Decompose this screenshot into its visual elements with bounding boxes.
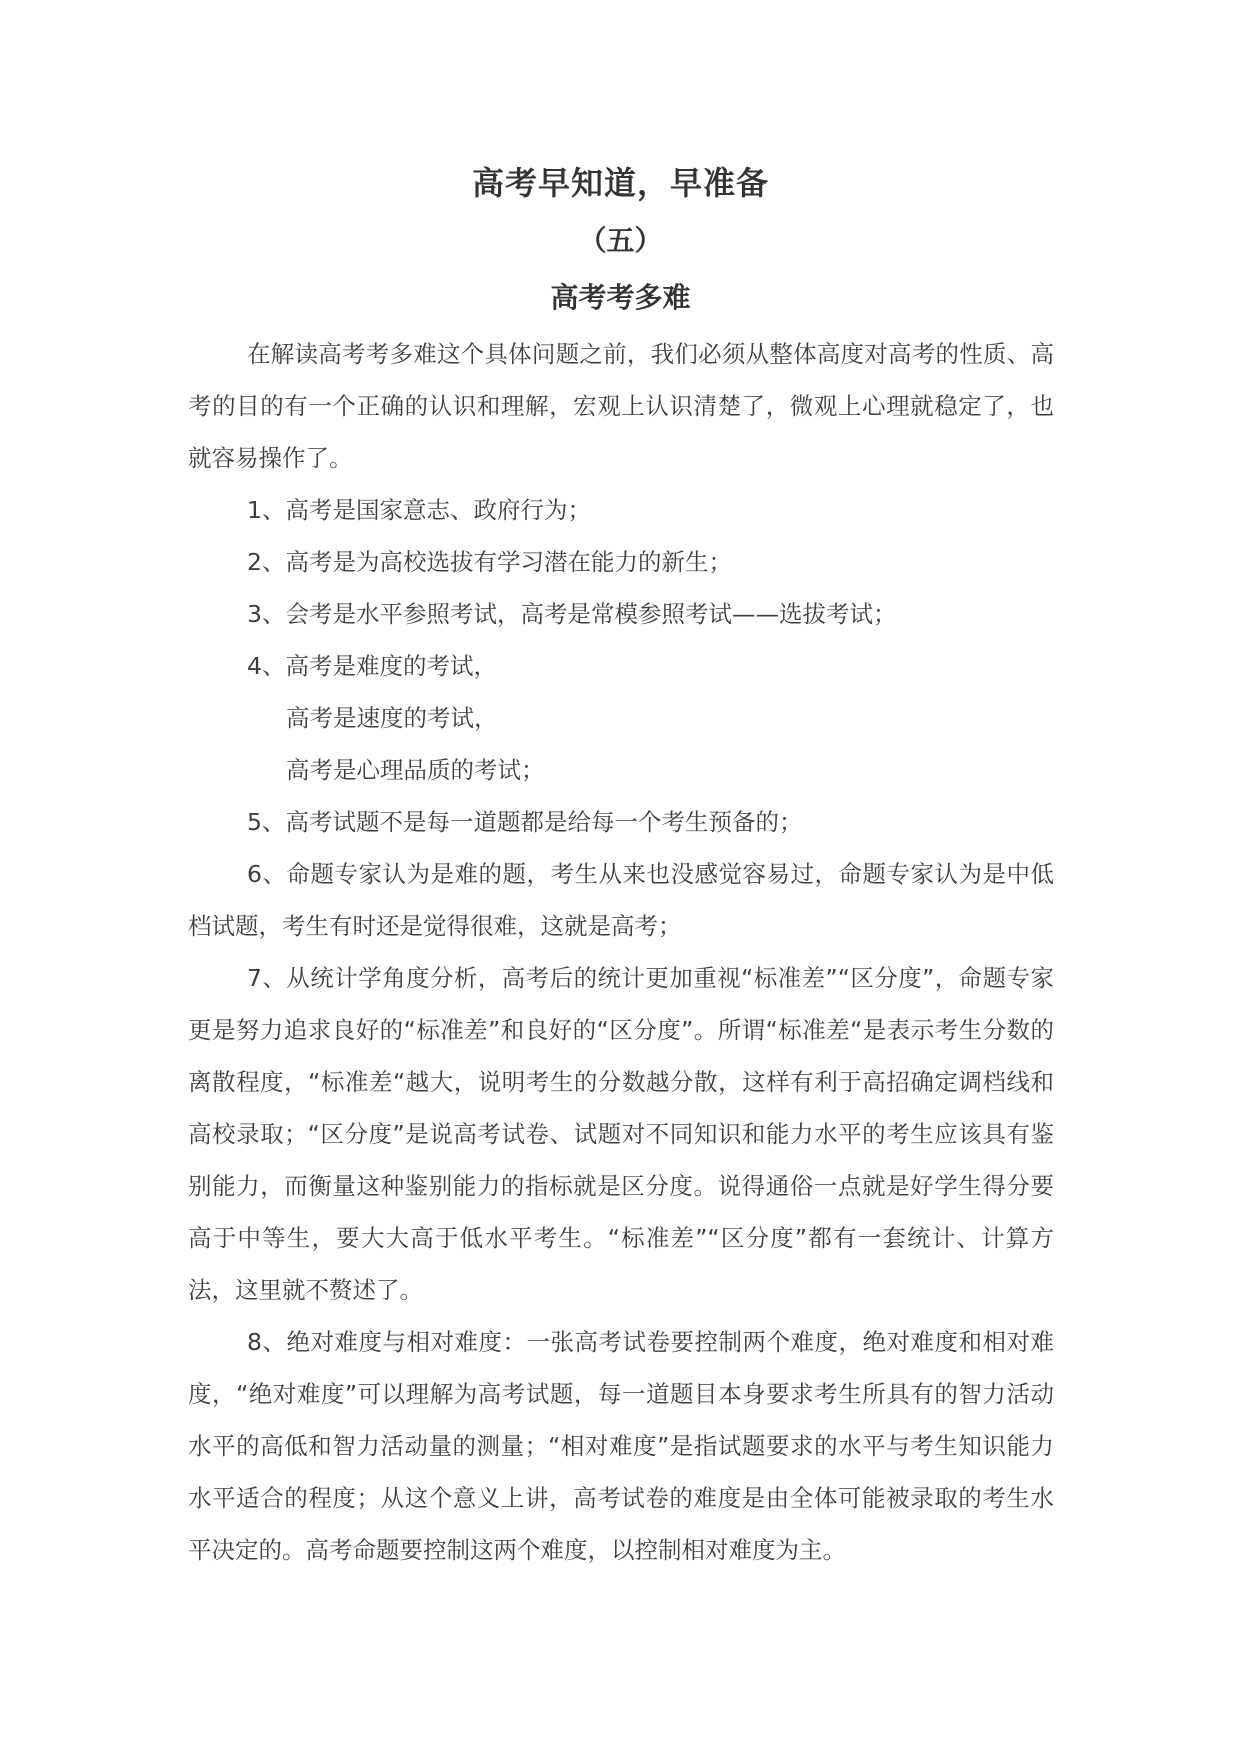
point-1: 1、高考是国家意志、政府行为； <box>247 496 591 524</box>
point-4: 4、高考是难度的考试， <box>247 652 497 680</box>
document-subtitle: （五） <box>578 224 663 257</box>
point-3: 3、会考是水平参照考试，高考是常模参照考试——选拔考试； <box>247 600 897 628</box>
document-title: 高考早知道，早准备 <box>471 164 769 202</box>
point-5: 5、高考试题不是每一道题都是给每一个考生预备的； <box>247 808 803 836</box>
point-8: 8、绝对难度与相对难度：一张高考试卷要控制两个难度，绝对难度和相对难度，“绝对难度”可以理解为高考试题，每一道题目本身要求考生所具有的智力活动水平的高低和智力活动量的测量；“相对难度”是指试题要求的水平与考生知识能力水平适合的程度；从这个意义上讲，高考试卷的难度是由全体可能被录取的考生水平决定的。高考命题要控制这两个难度，以控制相对难度为主。 <box>188 1328 1054 1564</box>
section-heading: 高考考多难 <box>550 281 691 314</box>
point-7: 7、从统计学角度分析，高考后的统计更加重视“标准差”“区分度”，命题专家更是努力追求良好的“标准差”和良好的“区分度”。所谓“标准差“是表示考生分数的离散程度，“标准差“越大，说明考生的分数越分散，这样有利于高招确定调档线和高校录取；“区分度”是说高考试卷、试题对不同知识和能力水平的考生应该具有鉴别能力，而衡量这种鉴别能力的指标就是区分度。说得通俗一点就是好学生得分要高于中等生，要大大高于低水平考生。“标准差”“区分度”都有一套统计、计算方法，这里就不赘述了。 <box>188 964 1054 1304</box>
point-6: 6、命题专家认为是难的题，考生从来也没感觉容易过，命题专家认为是中低档试题，考生有时还是觉得很难，这就是高考； <box>188 860 1054 940</box>
document-body <box>188 328 1054 1576</box>
point-2: 2、高考是为高校选拔有学习潜在能力的新生； <box>247 548 732 576</box>
point-4-line-2: 高考是速度的考试， <box>286 704 498 732</box>
intro-paragraph: 在解读高考考多难这个具体问题之前，我们必须从整体高度对高考的性质、高考的目的有一个正确的认识和理解，宏观上认识清楚了，微观上心理就稳定了，也就容易操作了。 <box>188 340 1054 472</box>
point-4-line-3: 高考是心理品质的考试； <box>286 756 545 784</box>
